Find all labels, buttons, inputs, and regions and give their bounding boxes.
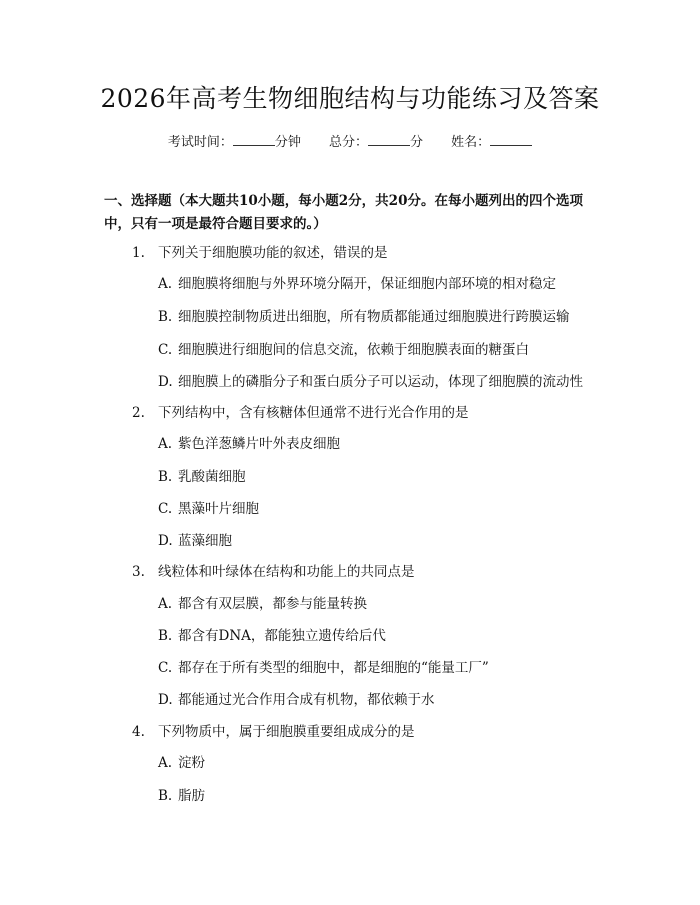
option [158,532,232,550]
option-letter: B. [158,309,173,325]
time-unit: 分钟 [274,135,301,150]
option-letter: D. [158,374,173,390]
name-label: 姓名： [451,135,491,150]
option [158,691,435,709]
option-letter: B. [158,628,173,644]
option-text: 细胞膜控制物质进出细胞，所有物质都能通过细胞膜进行跨膜运输 [178,309,570,325]
option-letter: C. [158,501,173,517]
question-number: 4. [132,724,145,740]
time-label: 考试时间： [167,135,233,150]
option [158,308,570,326]
option-text: 紫色洋葱鳞片叶外表皮细胞 [178,436,340,452]
option [158,627,386,645]
score-label: 总分： [328,135,368,150]
time-blank [233,133,275,146]
option-text: 都含有双层膜，都参与能量转换 [178,596,367,612]
option-letter: B. [158,788,173,804]
option-letter: B. [158,469,173,485]
option-letter: C. [158,660,173,676]
option-text: 都含有DNA，都能独立遗传给后代 [178,628,386,644]
question-stem [132,244,388,262]
score-blank [368,133,410,146]
score-unit: 分 [410,135,424,150]
question-text: 下列物质中，属于细胞膜重要组成成分的是 [158,724,415,740]
option [158,275,556,293]
option-text: 脂肪 [178,788,205,804]
question-text: 下列结构中，含有核糖体但通常不进行光合作用的是 [158,405,469,421]
option [158,435,340,453]
question-stem [132,404,469,422]
option-text: 淀粉 [178,755,205,771]
option [158,659,489,677]
option [158,787,205,805]
option-letter: D. [158,533,173,549]
option-letter: A. [158,276,173,292]
option-text: 细胞膜进行细胞间的信息交流，依赖于细胞膜表面的糖蛋白 [178,342,529,358]
option [158,500,259,518]
name-blank [490,133,532,146]
option-text: 都存在于所有类型的细胞中，都是细胞的“能量工厂” [178,660,489,676]
question-number: 3. [132,564,145,580]
option [158,754,205,772]
question-stem [132,563,415,581]
option [158,373,583,391]
option-letter: A. [158,436,173,452]
option-letter: A. [158,596,173,612]
name-field [451,135,532,150]
option [158,341,529,359]
question-stem [132,723,415,741]
page-title: 2026年高考生物细胞结构与功能练习及答案 [100,84,600,113]
time-field [168,135,301,150]
option [158,595,367,613]
option-letter: C. [158,342,173,358]
option-text: 细胞膜将细胞与外界环境分隔开，保证细胞内部环境的相对稳定 [178,276,556,292]
exam-meta [0,133,700,152]
question-number: 2. [132,405,145,421]
option-text: 细胞膜上的磷脂分子和蛋白质分子可以运动，体现了细胞膜的流动性 [178,374,583,390]
question-number: 1. [132,245,145,261]
option-text: 蓝藻细胞 [178,533,232,549]
option-text: 都能通过光合作用合成有机物，都依赖于水 [178,692,435,708]
option-text: 黑藻叶片细胞 [178,501,259,517]
option-letter: A. [158,755,173,771]
option-letter: D. [158,692,173,708]
option-text: 乳酸菌细胞 [178,469,246,485]
score-field [329,135,423,150]
question-text: 线粒体和叶绿体在结构和功能上的共同点是 [158,564,415,580]
question-text: 下列关于细胞膜功能的叙述，错误的是 [158,245,388,261]
section-heading: 一、选择题（本大题共10小题，每小题2分，共20分。在每小题列出的四个选项中，只有一项是最符合题目要求的。） [104,193,583,232]
option [158,468,246,486]
